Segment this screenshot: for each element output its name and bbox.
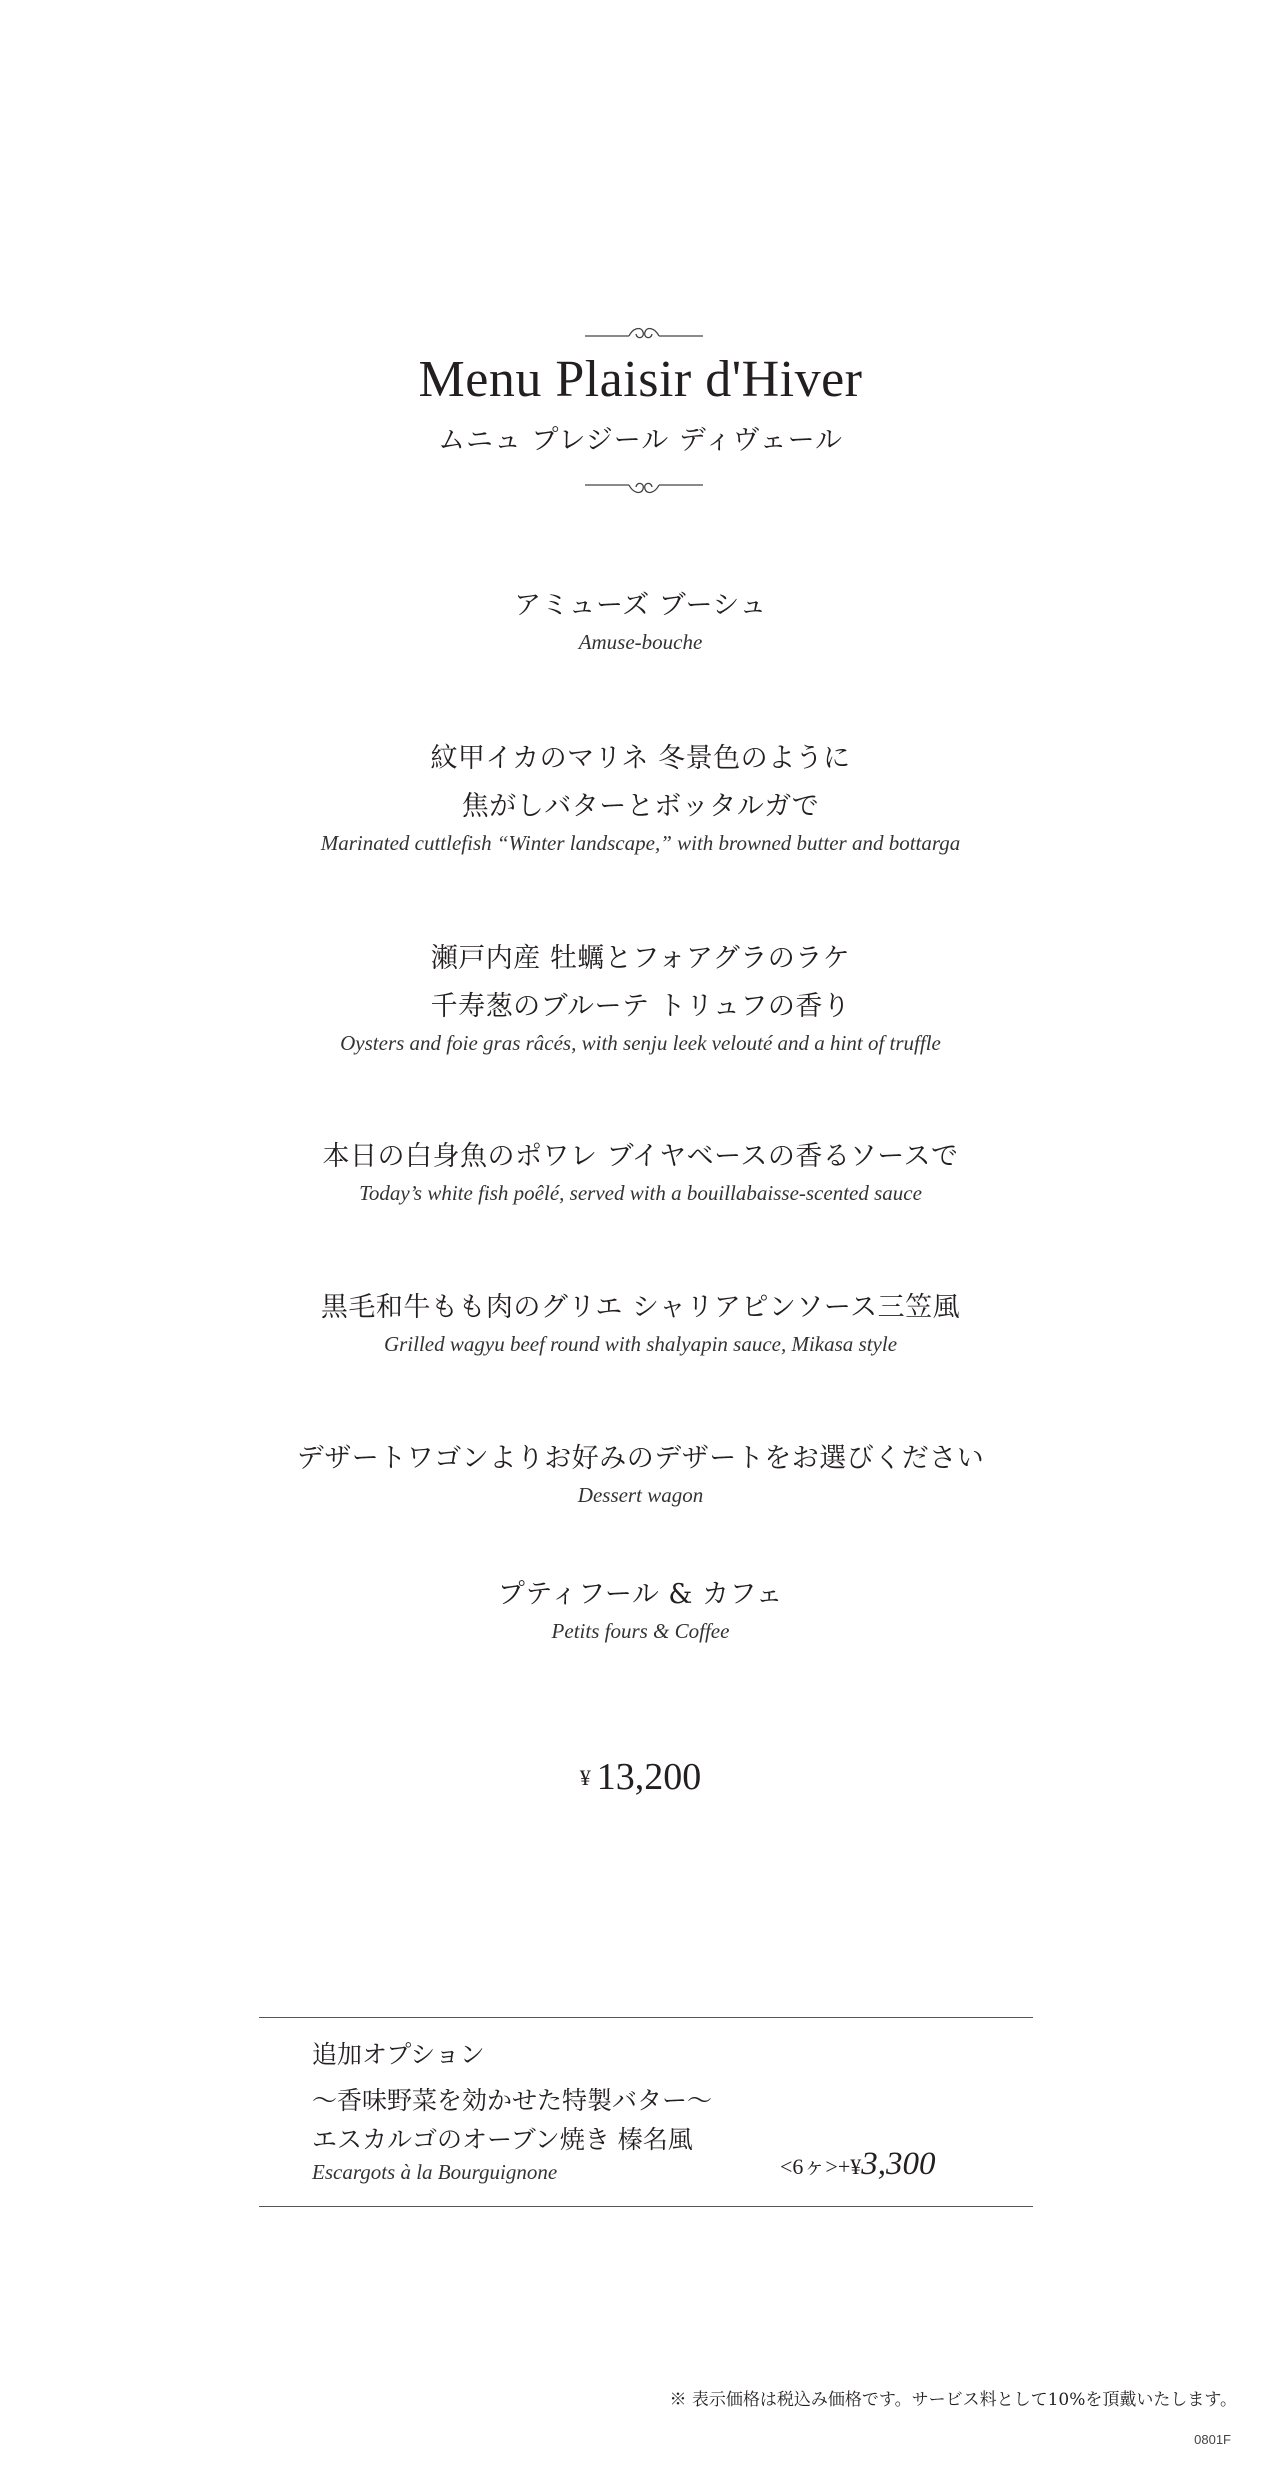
course-name-en: Oysters and foie gras râcés, with senju leek velouté and a hint of truffle bbox=[340, 1031, 941, 1055]
course-dessert bbox=[0, 1435, 1281, 1508]
course-name-ja-line2: 千寿葱のブルーテ トリュフの香り bbox=[430, 991, 851, 1022]
menu-title: Menu Plaisir d'Hiver bbox=[418, 351, 863, 408]
course-name-ja: 瀬戸内産 牡蠣とフォアグラのラケ bbox=[430, 943, 851, 974]
menu-code: 0801F bbox=[1194, 2432, 1231, 2447]
option-dish-name: エスカルゴのオーブン焼き 榛名風 bbox=[312, 2125, 693, 2154]
course-petits-fours bbox=[0, 1571, 1281, 1644]
course-name-ja: 本日の白身魚のポワレ ブイヤベースの香るソースで bbox=[322, 1141, 959, 1172]
tax-service-note: ※ 表示価格は税込み価格です。サービス料として10%を頂戴いたします。 bbox=[669, 2390, 1237, 2410]
course-name-en: Marinated cuttlefish “Winter landscape,” with browned butter and bottarga bbox=[320, 831, 961, 855]
course-amuse bbox=[0, 582, 1281, 655]
option-price bbox=[780, 2146, 935, 2183]
course-name-en: Dessert wagon bbox=[577, 1483, 704, 1507]
course-name-ja: 紋甲イカのマリネ 冬景色のように bbox=[430, 743, 851, 774]
course-name-en: Amuse-bouche bbox=[578, 630, 703, 654]
option-bottom-rule bbox=[259, 2206, 1033, 2207]
course-fish bbox=[0, 1133, 1281, 1206]
option-quantity: <6ヶ>+¥ bbox=[780, 2154, 862, 2179]
course-name-en: Grilled wagyu beef round with shalyapin sauce, Mikasa style bbox=[383, 1332, 898, 1356]
option-dish-name-en: Escargots à la Bourguignone bbox=[312, 2160, 558, 2184]
option-description: 〜香味野菜を効かせた特製バター〜 bbox=[312, 2086, 713, 2115]
option-top-rule bbox=[259, 2017, 1033, 2018]
course-oysters bbox=[0, 935, 1281, 1056]
bottom-flourish-ornament bbox=[585, 473, 703, 503]
course-wagyu bbox=[0, 1284, 1281, 1357]
menu-price bbox=[0, 1755, 1281, 1799]
course-name-en: Today’s white fish poêlé, served with a bouillabaisse-scented sauce bbox=[359, 1181, 922, 1205]
yen-symbol: ¥ bbox=[579, 1765, 591, 1790]
course-cuttlefish bbox=[0, 735, 1281, 856]
course-name-ja: 黒毛和牛もも肉のグリエ シャリアピンソース三笠風 bbox=[320, 1292, 961, 1323]
course-name-ja: デザートワゴンよりお好みのデザートをお選びください bbox=[296, 1443, 985, 1474]
course-name-ja: プティフール & カフェ bbox=[497, 1579, 784, 1610]
course-name-en: Petits fours & Coffee bbox=[551, 1619, 730, 1643]
option-heading: 追加オプション bbox=[312, 2040, 485, 2069]
top-flourish-ornament bbox=[585, 318, 703, 348]
course-name-ja-line2: 焦がしバターとボッタルガで bbox=[461, 791, 820, 822]
option-price-amount: 3,300 bbox=[861, 2146, 936, 2182]
menu-title-japanese: ムニュ プレジール ディヴェール bbox=[437, 425, 844, 456]
price-amount: 13,200 bbox=[596, 1756, 702, 1798]
course-name-ja: アミューズ ブーシュ bbox=[514, 590, 767, 621]
